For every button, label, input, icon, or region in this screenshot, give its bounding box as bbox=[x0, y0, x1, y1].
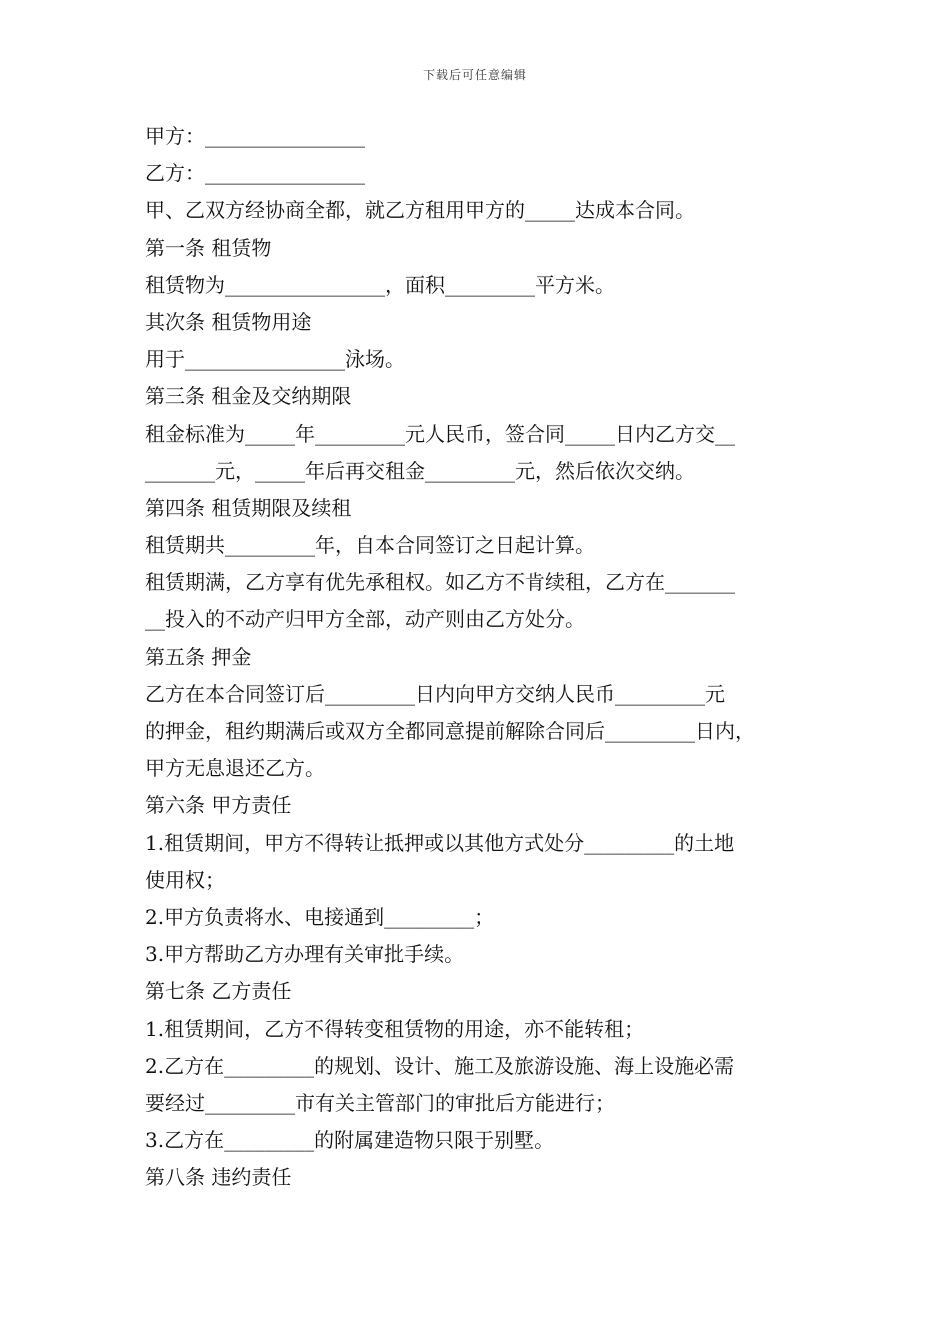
text-line: 乙方在本合同签订后_________日内向甲方交纳人民币_________元 bbox=[145, 681, 725, 706]
text-line: 乙方：________________ bbox=[145, 161, 365, 186]
section-heading: 第七条 乙方责任 bbox=[145, 979, 292, 1004]
section-heading: 第六条 甲方责任 bbox=[145, 793, 292, 818]
page-header: 下载后可任意编辑 bbox=[422, 68, 527, 82]
text-line: 租赁物为________________，面积_________平方米。 bbox=[145, 272, 615, 297]
text-line: 甲、乙双方经协商全都，就乙方租用甲方的_____达成本合同。 bbox=[145, 198, 695, 223]
text-line: 租赁期共_________年，自本合同签订之日起计算。 bbox=[145, 533, 595, 558]
text-line: 的押金，租约期满后或双方全都同意提前解除合同后_________日内， bbox=[145, 719, 755, 743]
text-line: 2.乙方在_________的规划、设计、施工及旅游设施、海上设施必需 bbox=[145, 1053, 735, 1078]
text-line: 使用权； bbox=[145, 867, 225, 892]
section-heading: 第八条 违约责任 bbox=[145, 1165, 292, 1190]
text-line: 1.租赁期间，甲方不得转让抵押或以其他方式处分_________的土地 bbox=[145, 830, 735, 855]
section-heading: 第五条 押金 bbox=[145, 644, 252, 669]
text-line: 要经过_________市有关主管部门的审批后方能进行； bbox=[145, 1090, 615, 1115]
contract-body bbox=[145, 118, 825, 1196]
section-heading: 第三条 租金及交纳期限 bbox=[145, 384, 352, 409]
section-heading: 第四条 租赁期限及续租 bbox=[145, 495, 352, 520]
text-line: 用于________________泳场。 bbox=[145, 347, 405, 372]
text-line: 甲方无息退还乙方。 bbox=[145, 756, 325, 781]
text-line: 租赁期满，乙方享有优先承租权。如乙方不肯续租，乙方在_______ bbox=[145, 570, 735, 595]
text-line: 甲方：________________ bbox=[145, 124, 365, 148]
text-line: 3.乙方在_________的附属建造物只限于别墅。 bbox=[145, 1128, 555, 1153]
section-heading: 第一条 租赁物 bbox=[145, 235, 272, 260]
text-line: 2.甲方负责将水、电接通到_________； bbox=[145, 904, 495, 929]
text-line: 1.租赁期间，乙方不得转变租赁物的用途，亦不能转租； bbox=[145, 1016, 645, 1041]
text-line: 3.甲方帮助乙方办理有关审批手续。 bbox=[145, 942, 465, 967]
text-line: __投入的不动产归甲方全部，动产则由乙方处分。 bbox=[145, 607, 585, 632]
text-line: _______元，_____年后再交租金_________元，然后依次交纳。 bbox=[145, 458, 695, 483]
text-line: 租金标准为_____年_________元人民币，签合同_____日内乙方交__ bbox=[145, 421, 735, 446]
section-heading: 其次条 租赁物用途 bbox=[145, 309, 312, 334]
